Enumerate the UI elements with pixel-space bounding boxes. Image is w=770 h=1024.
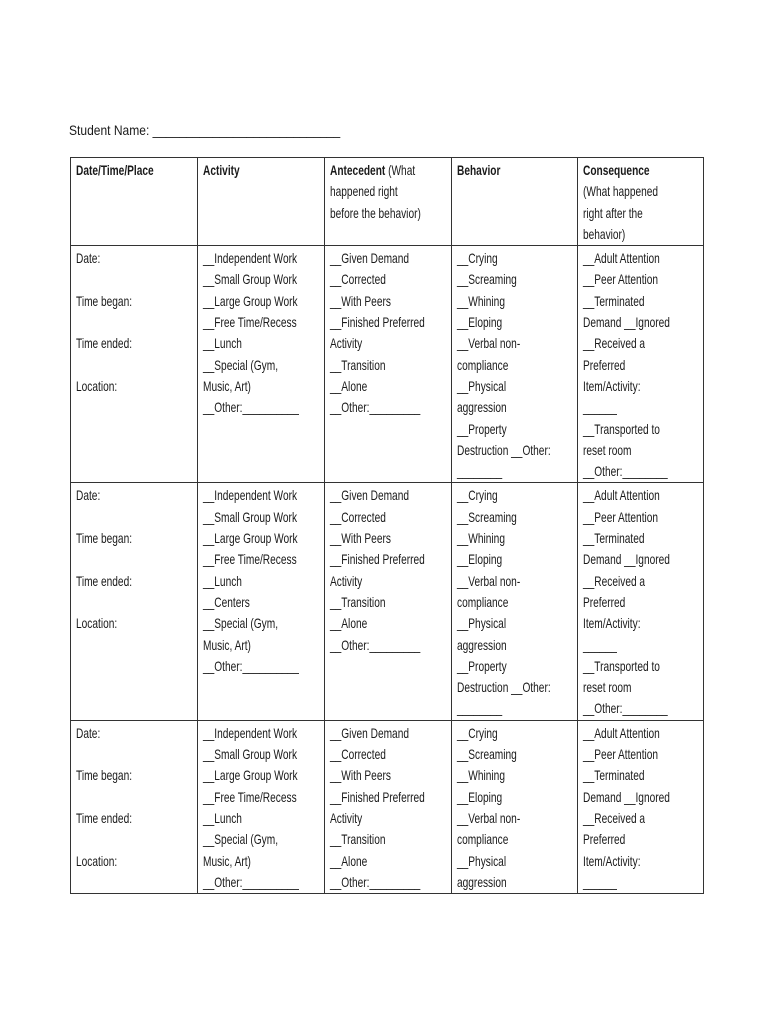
checklist-line: ______ <box>583 636 617 653</box>
checklist-line: Activity <box>330 335 363 352</box>
checklist-line: __Free Time/Recess <box>203 551 297 568</box>
consequence-title: Consequence <box>583 162 650 178</box>
checklist-line: __Corrected <box>330 746 386 763</box>
checklist-line: __With Peers <box>330 292 391 309</box>
checklist-line: __Other:________ <box>583 700 668 717</box>
checklist-line: __Terminated <box>583 767 645 784</box>
checklist-line: Preferred <box>583 593 626 610</box>
checklist-line: __Given Demand <box>330 487 409 504</box>
time-ended-label: Time ended: <box>76 335 133 352</box>
behavior-cell[interactable] <box>452 246 578 483</box>
checklist-line: __Whining <box>457 292 505 309</box>
behavior-cell[interactable] <box>452 720 578 893</box>
date-time-place-cell[interactable] <box>71 720 198 893</box>
antecedent-cell[interactable] <box>325 483 452 720</box>
checklist-line: __With Peers <box>330 767 391 784</box>
checklist-line: __Crying <box>457 724 498 741</box>
checklist-line: __Screaming <box>457 271 517 288</box>
table-row <box>71 246 704 483</box>
checklist-line: __Other:________ <box>583 463 668 480</box>
location-label: Location: <box>76 377 118 394</box>
checklist-line: __Special (Gym, <box>203 356 279 373</box>
checklist-line: __Received a <box>583 572 646 589</box>
checklist-line: ________ <box>457 700 503 717</box>
checklist-line: Activity <box>330 809 363 826</box>
checklist-line: Music, Art) <box>203 636 251 653</box>
checklist-line: aggression <box>457 399 507 416</box>
student-name-line <box>69 122 340 138</box>
checklist-line: Item/Activity: <box>583 852 641 869</box>
antecedent-cell[interactable] <box>325 246 452 483</box>
checklist-line: __Other:_________ <box>330 636 421 653</box>
checklist-line: __Other:__________ <box>203 399 299 416</box>
checklist-line: __Transition <box>330 831 386 848</box>
date-time-place-cell[interactable] <box>71 483 198 720</box>
checklist-line: Activity <box>330 572 363 589</box>
header-row <box>71 158 704 246</box>
time-ended-label: Time ended: <box>76 809 133 826</box>
header-antecedent: Antecedent (What happened right before the behavior) <box>325 158 452 246</box>
checklist-line: __Other:_________ <box>330 873 421 890</box>
checklist-line: __Peer Attention <box>583 746 659 763</box>
checklist-line: __Eloping <box>457 551 503 568</box>
checklist-line: Destruction __Other: <box>457 441 551 458</box>
checklist-line: __Adult Attention <box>583 724 660 741</box>
checklist-line: __Physical <box>457 377 507 394</box>
checklist-line: __Verbal non- <box>457 572 521 589</box>
checklist-line: __Large Group Work <box>203 292 298 309</box>
student-name-label: Student Name: <box>69 122 150 138</box>
header-date-time-place <box>71 158 198 246</box>
time-began-label: Time began: <box>76 767 133 784</box>
checklist-line: Music, Art) <box>203 377 251 394</box>
checklist-line: __Given Demand <box>330 250 409 267</box>
checklist-line: Demand __Ignored <box>583 788 670 805</box>
checklist-line: __Transported to <box>583 657 660 674</box>
checklist-line: Demand __Ignored <box>583 314 670 331</box>
activity-cell[interactable] <box>198 720 325 893</box>
checklist-line: __Screaming <box>457 508 517 525</box>
checklist-line: __Lunch <box>203 335 242 352</box>
checklist-line: __Peer Attention <box>583 508 659 525</box>
time-began-label: Time began: <box>76 530 133 547</box>
checklist-line: __Property <box>457 420 507 437</box>
activity-cell[interactable] <box>198 483 325 720</box>
behavior-cell[interactable] <box>452 483 578 720</box>
checklist-line: __Large Group Work <box>203 767 298 784</box>
table-row <box>71 720 704 893</box>
checklist-line: __Other:__________ <box>203 873 299 890</box>
checklist-line: __Corrected <box>330 508 386 525</box>
checklist-line: __Small Group Work <box>203 271 298 288</box>
location-label: Location: <box>76 852 118 869</box>
abc-data-table <box>70 157 704 894</box>
checklist-line: reset room <box>583 679 632 696</box>
checklist-line: __Received a <box>583 809 646 826</box>
checklist-line: __Physical <box>457 852 507 869</box>
checklist-line: __Independent Work <box>203 487 298 504</box>
checklist-line: __Verbal non- <box>457 809 521 826</box>
checklist-line: Behavior <box>457 162 501 178</box>
table-row <box>71 483 704 720</box>
checklist-line: __Transition <box>330 356 386 373</box>
time-ended-label: Time ended: <box>76 572 133 589</box>
checklist-line: Preferred <box>583 356 626 373</box>
checklist-line: Activity <box>203 162 240 178</box>
location-label: Location: <box>76 615 118 632</box>
checklist-line: Destruction __Other: <box>457 679 551 696</box>
checklist-line: __Alone <box>330 852 368 869</box>
checklist-line: Preferred <box>583 831 626 848</box>
checklist-line: __Physical <box>457 615 507 632</box>
checklist-line: ______ <box>583 873 617 890</box>
checklist-line: __Terminated <box>583 530 645 547</box>
checklist-line: aggression <box>457 873 507 890</box>
checklist-line: __Independent Work <box>203 250 298 267</box>
checklist-line: __Lunch <box>203 572 242 589</box>
activity-cell[interactable] <box>198 246 325 483</box>
header-consequence: Consequence (What happened right after the behavior) <box>578 158 704 246</box>
checklist-line: __Property <box>457 657 507 674</box>
checklist-line: Item/Activity: <box>583 615 641 632</box>
checklist-line: aggression <box>457 636 507 653</box>
checklist-line: ________ <box>457 463 503 480</box>
header-behavior <box>452 158 578 246</box>
checklist-line: __Crying <box>457 487 498 504</box>
checklist-line: __Small Group Work <box>203 746 298 763</box>
checklist-line: compliance <box>457 593 509 610</box>
checklist-line: __Other:_________ <box>330 399 421 416</box>
checklist-line: __Centers <box>203 593 250 610</box>
checklist-line: __Free Time/Recess <box>203 314 297 331</box>
checklist-line: __Lunch <box>203 809 242 826</box>
checklist-line: __Peer Attention <box>583 271 659 288</box>
checklist-line: ______ <box>583 399 617 416</box>
checklist-line: __Free Time/Recess <box>203 788 297 805</box>
checklist-line: __Special (Gym, <box>203 615 279 632</box>
checklist-line: __Finished Preferred <box>330 551 425 568</box>
checklist-line: __With Peers <box>330 530 391 547</box>
checklist-line: __Independent Work <box>203 724 298 741</box>
checklist-line: reset room <box>583 441 632 458</box>
checklist-line: compliance <box>457 831 509 848</box>
checklist-line: __Small Group Work <box>203 508 298 525</box>
checklist-line: __Crying <box>457 250 498 267</box>
student-name-blank[interactable]: ____________________________ <box>152 122 341 138</box>
antecedent-title: Antecedent <box>330 162 386 178</box>
checklist-line: __Corrected <box>330 271 386 288</box>
consequence-cell[interactable] <box>578 483 704 720</box>
checklist-line: __Eloping <box>457 314 503 331</box>
date-time-place-cell[interactable] <box>71 246 198 483</box>
date-label: Date: <box>76 250 101 267</box>
date-label: Date: <box>76 724 101 741</box>
consequence-cell[interactable] <box>578 720 704 893</box>
checklist-line: __Whining <box>457 530 505 547</box>
header-activity <box>198 158 325 246</box>
time-began-label: Time began: <box>76 292 133 309</box>
checklist-line: __Alone <box>330 615 368 632</box>
checklist-line: __Terminated <box>583 292 645 309</box>
checklist-line: __Given Demand <box>330 724 409 741</box>
date-label: Date: <box>76 487 101 504</box>
checklist-line: __Verbal non- <box>457 335 521 352</box>
checklist-line: Item/Activity: <box>583 377 641 394</box>
checklist-line: __Received a <box>583 335 646 352</box>
consequence-cell[interactable] <box>578 246 704 483</box>
checklist-line: __Whining <box>457 767 505 784</box>
checklist-line: __Special (Gym, <box>203 831 279 848</box>
checklist-line: __Transported to <box>583 420 660 437</box>
checklist-line: __Adult Attention <box>583 487 660 504</box>
checklist-line: __Finished Preferred <box>330 788 425 805</box>
checklist-line: __Alone <box>330 377 368 394</box>
antecedent-cell[interactable] <box>325 720 452 893</box>
checklist-line: Date/Time/Place <box>76 162 154 178</box>
checklist-line: __Eloping <box>457 788 503 805</box>
checklist-line: __Other:__________ <box>203 657 299 674</box>
checklist-line: __Adult Attention <box>583 250 660 267</box>
checklist-line: __Transition <box>330 593 386 610</box>
checklist-line: Music, Art) <box>203 852 251 869</box>
checklist-line: __Screaming <box>457 746 517 763</box>
checklist-line: Demand __Ignored <box>583 551 670 568</box>
checklist-line: __Large Group Work <box>203 530 298 547</box>
checklist-line: __Finished Preferred <box>330 314 425 331</box>
checklist-line: compliance <box>457 356 509 373</box>
